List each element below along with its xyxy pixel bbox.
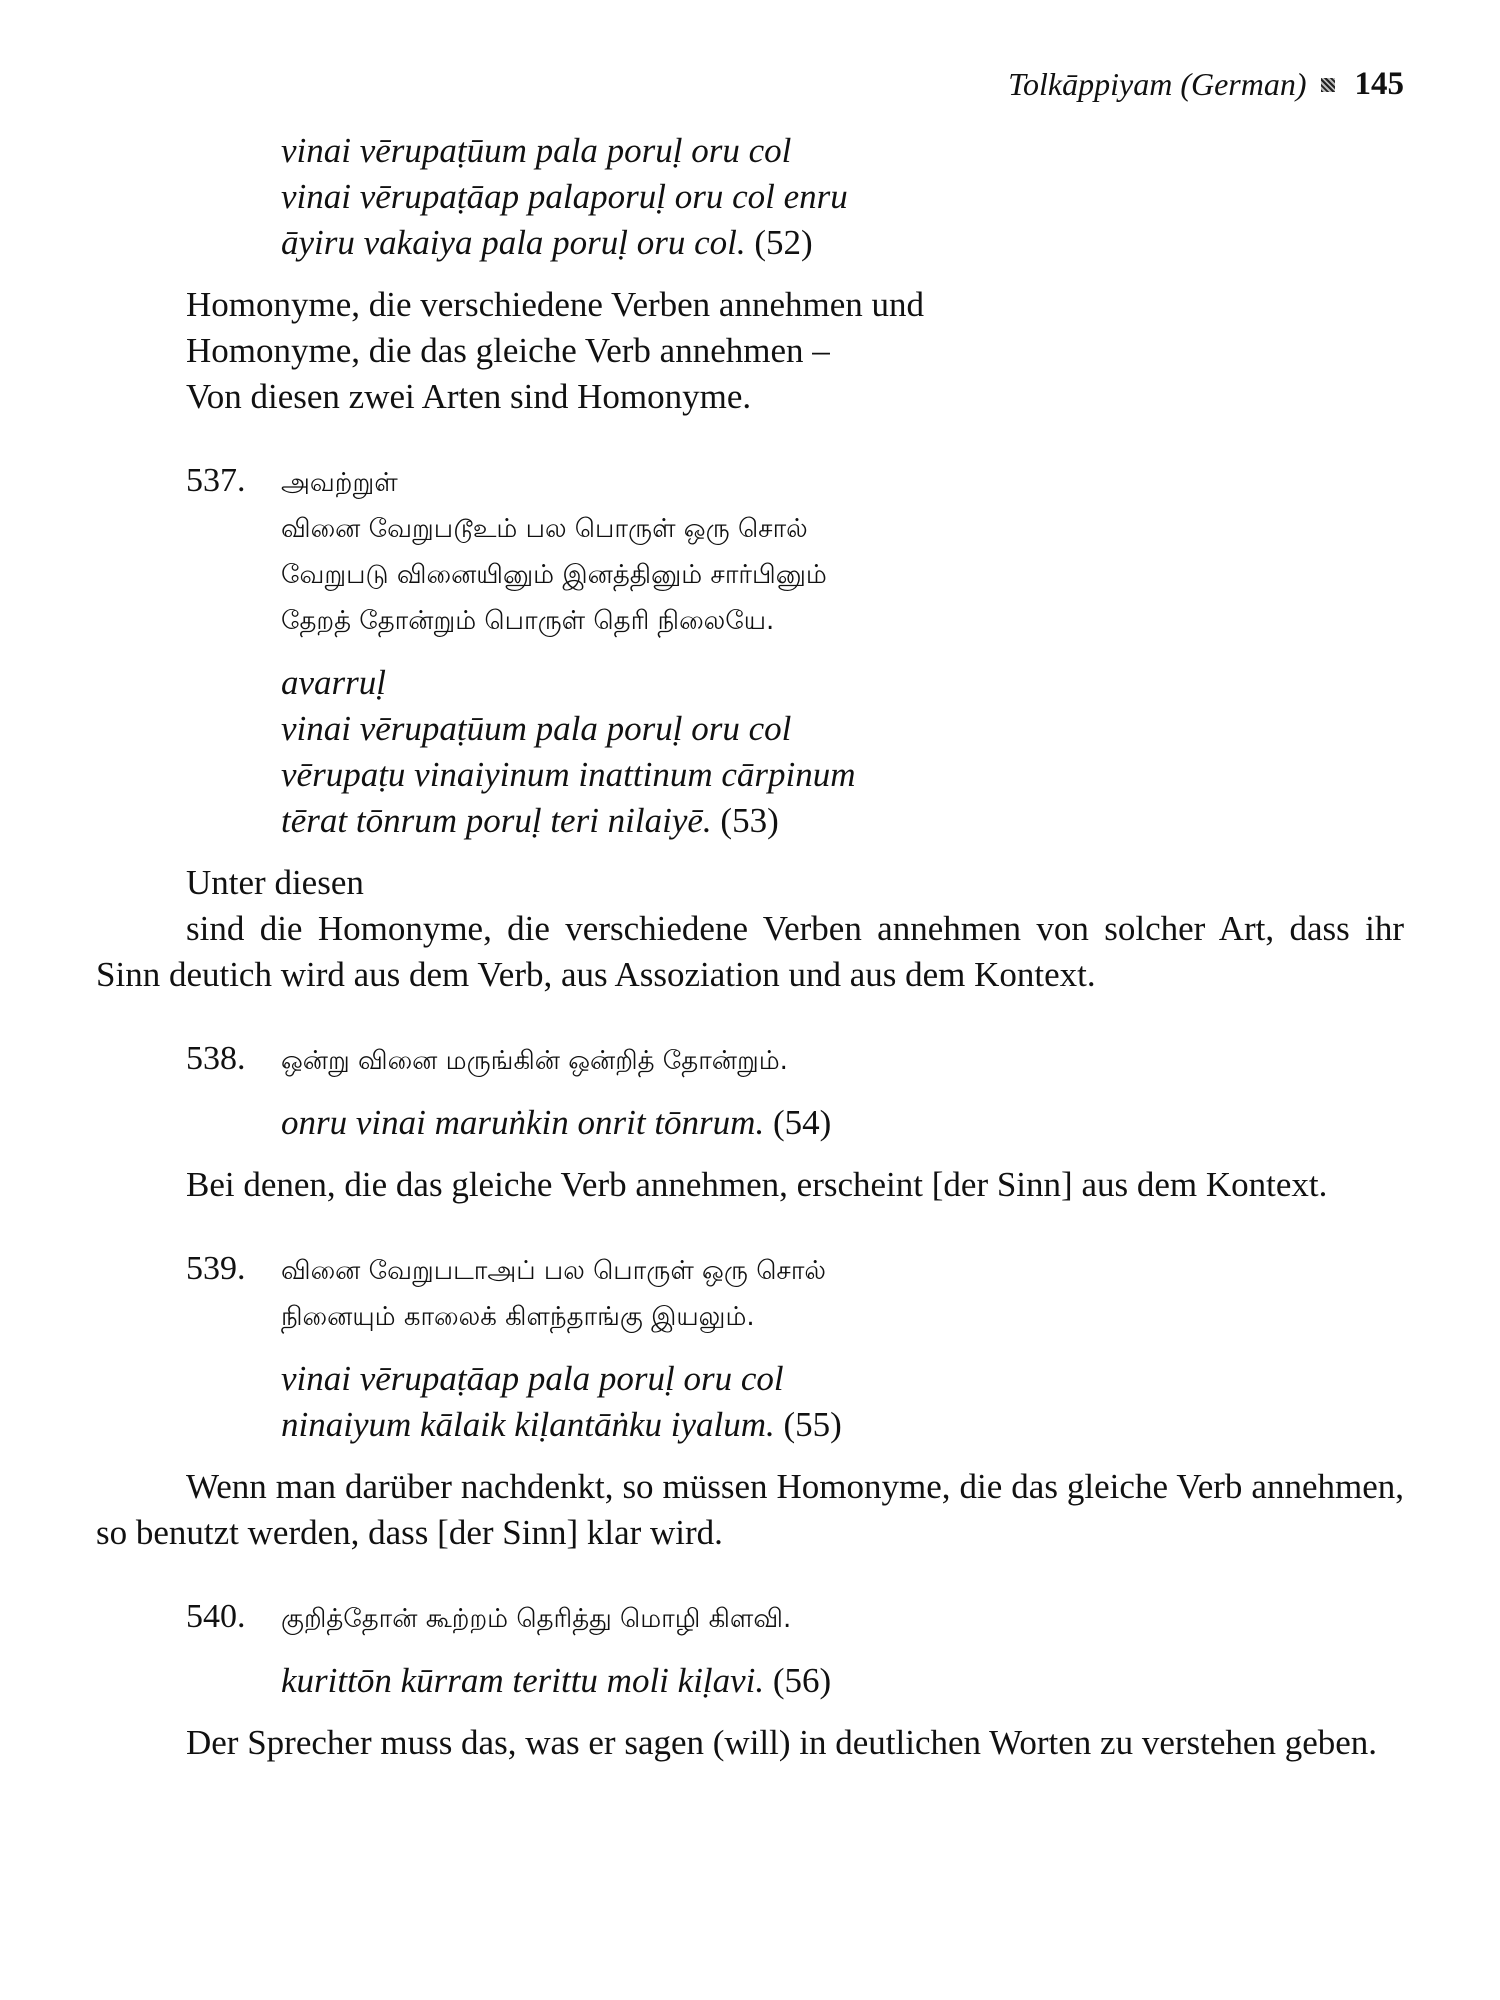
verse-539 [186, 1248, 1404, 1294]
tamil-line: ஒன்று வினை மருங்கின் ஒன்றித் தோன்றும். [281, 1046, 788, 1076]
verse-ref: (56) [772, 1661, 832, 1700]
translation-52: Homonyme, die verschiedene Verben annehmen und Homonyme, die das gleiche Verb annehmen – Von diesen zwei Arten sind Homonyme. [186, 285, 925, 416]
book-title: Tolkāppiyam (German) [1008, 66, 1307, 102]
verse-538 [186, 1038, 1404, 1084]
translit-line: vinai vērupaṭūum pala poruḷ oru col [281, 131, 792, 170]
verse-number: 537. [186, 462, 246, 499]
verse-number: 538. [186, 1040, 246, 1077]
translit-line: āyiru vakaiya pala poruḷ oru col. (52) [281, 223, 813, 262]
tamil-line: அவற்றுள் [281, 468, 398, 498]
transliteration-539: vinai vērupaṭāap pala poruḷ oru col ninaiyum kālaik kiḷantāṅku iyalum. (55) [281, 1359, 842, 1444]
transliteration-540: kurittōn kūrram terittu moli kiḷavi. (56) [281, 1661, 832, 1700]
translation-539: Wenn man darüber nachdenkt, so müssen Homonyme, die das gleiche Verb annehmen, so benutzt werden, dass [der Sinn] klar wird. [96, 1467, 1404, 1552]
verse-ref: (53) [720, 801, 779, 840]
running-header [1008, 66, 1404, 103]
tamil-verse-539: நினையும் காலைக் கிளந்தாங்கு இயலும். [281, 1302, 755, 1332]
transliteration-538: onru vinai maruṅkin onrit tōnrum. (54) [281, 1103, 832, 1142]
verse-540 [186, 1596, 1404, 1642]
tamil-line: குறித்தோன் கூற்றம் தெரித்து மொழி கிளவி. [281, 1604, 792, 1634]
translit-line: vinai vērupaṭāap palaporuḷ oru col enru [281, 177, 848, 216]
square-bullet-icon [1321, 78, 1335, 92]
tamil-verse-537: வினை வேறுபடூஉம் பல பொருள் ஒரு சொல் வேறுபடு வினையினும் இனத்தினும் சார்பினும் தேறத் தோன்றும் பொருள் தெரி நிலையே. [281, 514, 827, 636]
page-body [96, 128, 1404, 1766]
verse-ref: (52) [754, 223, 813, 262]
tamil-line: வினை வேறுபடாஅப் பல பொருள் ஒரு சொல் [281, 1256, 826, 1286]
translation-537: Unter diesen sind die Homonyme, die verschiedene Verben annehmen von solcher Art, dass ihr Sinn deutich wird aus dem Verb, aus Assoziation und aus dem Kontext. [96, 863, 1404, 994]
verse-number: 540. [186, 1598, 246, 1635]
verse-number: 539. [186, 1250, 246, 1287]
verse-537 [186, 460, 1404, 506]
verse-ref: (54) [772, 1103, 832, 1142]
translation-540: Der Sprecher muss das, was er sagen (will) in deutlichen Worten zu verstehen geben. [186, 1723, 1378, 1762]
translation-538: Bei denen, die das gleiche Verb annehmen, erscheint [der Sinn] aus dem Kontext. [186, 1165, 1328, 1204]
verse-ref: (55) [783, 1405, 842, 1444]
transliteration-52 [281, 128, 1404, 266]
page-number: 145 [1354, 66, 1404, 102]
transliteration-537: avarruḷ vinai vērupaṭūum pala poruḷ oru col vērupaṭu vinaiyinum inattinum cārpinum tērat tōnrum poruḷ teri nilaiyē. (53) [281, 663, 856, 840]
